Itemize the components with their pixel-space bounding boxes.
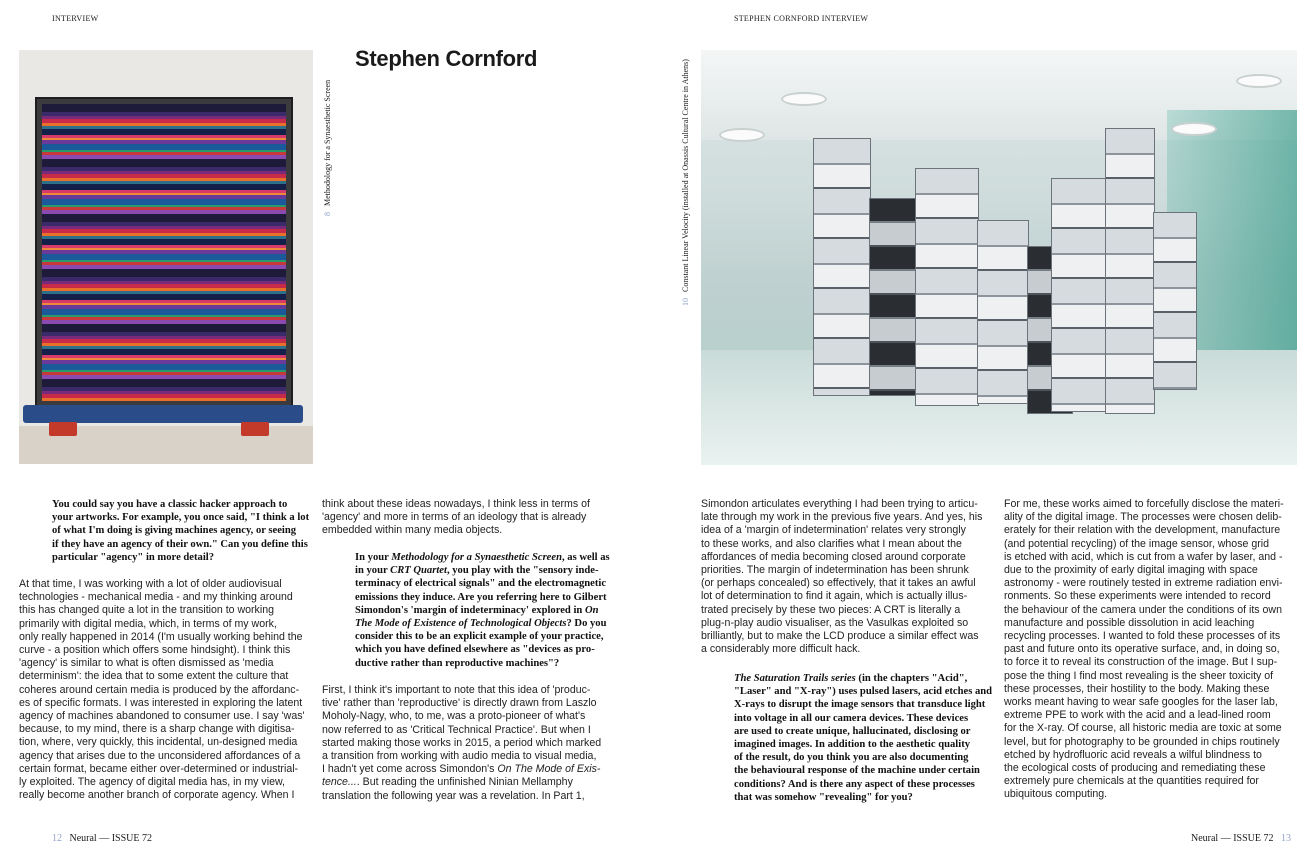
answer-1: At that time, I was working with a lot of older audiovisual technologies - mechanical media - and my thinking around this has changed quite a lot in the transition to working primarily with digital media, which, in terms of my work, only really happened in 2014 (I'm usually working behind the curve - a position which offers some hindsight). I think this 'agency' is similar to what is often dismissed as 'media determinism': the idea that to some extent the culture that coheres around certain media is produced by the affordanc- es of specific formats. I was interested in exploring the latent agency of machines abandoned to consumer use. I say 'was' because, to my mind, there is a sharp change with digitisa- tion, where, very quickly, this incidental, un-designed media agency that arises due to the unconsidered affordances of a certain format, became either over-determined or industrial- ly exploited. The agency of digital media has, in my view, really become another branch of corporate agency. When I [19, 578, 305, 802]
question-2: In your Methodology for a Synaesthetic Screen, as well as in your CRT Quartet, you play with the "sensory inde- terminacy of electrical signals" and the electromagnetic emissions they induce. Are you referring here to Gilbert Simondon's 'margin of indeterminacy' explored in On The Mode of Existence of Technological Objects? Do you consider this to be an explicit example of your practice, which you have defined elsewhere as "devices as pro- ductive rather than reproductive machines"? [355, 552, 610, 669]
answer-1-continued: think about these ideas nowadays, I think less in terms of 'agency' and more in terms of an ideology that is already embedded within many media objects. [322, 498, 590, 537]
artwork-photo-crt [19, 50, 313, 464]
footer-left [52, 833, 152, 844]
page-number: 13 [1281, 833, 1291, 844]
image-caption-left [323, 80, 332, 216]
caption-number: 10 [681, 298, 690, 306]
running-head-left: INTERVIEW [52, 14, 99, 23]
question-3: The Saturation Trails series (in the chapters "Acid", "Laser" and "X-ray") uses pulsed lasers, acid etches and X-rays to disrupt the image sensors that transduce light into voltage in all our camera devices. These devices are used to create unique, hallucinated, disclosing or imagined images. In addition to the aesthetic quality of the result, do you think you are also documenting the behavioural response of the machine under certain conditions? And is there any aspect of these processes that was somehow "revealing" for you? [734, 673, 993, 803]
article-title: Stephen Cornford [355, 46, 538, 71]
caption-text: Constant Linear Velocity (installed at Onassis Cultural Centre in Athens) [681, 59, 690, 292]
answer-2: First, I think it's important to note that this idea of 'produc- tive' rather than 'reproductive' is directly drawn from Laszlo Moholy-Nagy, who, to me, was a proto-pioneer of what's now referred to as 'Critical Technical Practice'. But when I started making those works in 2015, a period which marked a transition from working with audio media to visual media, I hadn't yet come across Simondon's On The Mode of Exis- tence.... But reading the unfinished Ninian Mellamphy translation the following year was a revelation. In Part 1, [322, 684, 602, 802]
page-number: 12 [52, 833, 62, 844]
artwork-photo-installation [701, 50, 1297, 465]
answer-2-continued: Simondon articulates everything I had been trying to articu- late through my work in the previous five years. And yes, his idea of a 'margin of indetermination' relates very strongly to these works, and also clarifies what I mean about the affordances of media becoming closed around corporate priorities. The margin of indetermination has been shrunk (or perhaps concealed) so effectively, that it takes an awful lot of determination to find it again, which is actually illus- trated precisely by these two pieces: A CRT is literally a plug-n-play audio visualiser, as the Vasulkas exploited so brilliantly, but to make the LCD produce a similar effect was a considerably more difficult hack. [701, 498, 983, 656]
question-1: You could say you have a classic hacker approach to your artworks. For example, you once said, "I think a lot of what I'm doing is giving machines agency, or seeing if they have an agency of their own." Can you define this particular "agency" in more detail? [52, 499, 310, 563]
caption-number: 8 [323, 212, 332, 216]
running-head-right: STEPHEN CORNFORD INTERVIEW [734, 14, 869, 23]
caption-text: Methodology for a Synaesthetic Screen [323, 79, 332, 206]
publication-name: Neural — ISSUE 72 [69, 833, 152, 844]
image-caption-right [681, 59, 690, 306]
publication-name: Neural — ISSUE 72 [1191, 833, 1274, 844]
footer-right [1191, 833, 1291, 844]
answer-3: For me, these works aimed to forcefully disclose the materi- ality of the digital image. The processes were chosen delib- erately for their relation with the development, manufacture (and potential recycling) of the image sensor, whose grid is etched with acid, which is cut from a wafer by laser, and - due to the proximity of early digital imaging with space astronomy - were routinely tested in extreme radiation envi- ronments. So these experiments were intended to record the behaviour of the camera under the conditions of its own manufacture and possible dissolution in acid leaching recycling processes. I wanted to fold these processes of its past and future onto its operative surface, and, in doing so, to force it to reveal its construction of the image. But I sup- pose the thing I find most revealing is the sheer toxicity of these processes, their hostility to the body. Making these works meant having to wear safe googles for the laser lab, extreme PPE to work with the acid and a lead-lined room for the X-ray. Of course, all historic media are toxic at some level, but for photography to be grounded in chips routinely etched by hydrofluoric acid reveals a wilful blindness to the ecological costs of producing and remediating these extremely pure chemicals at the quantities required for ubiquitous computing. [1004, 498, 1284, 801]
